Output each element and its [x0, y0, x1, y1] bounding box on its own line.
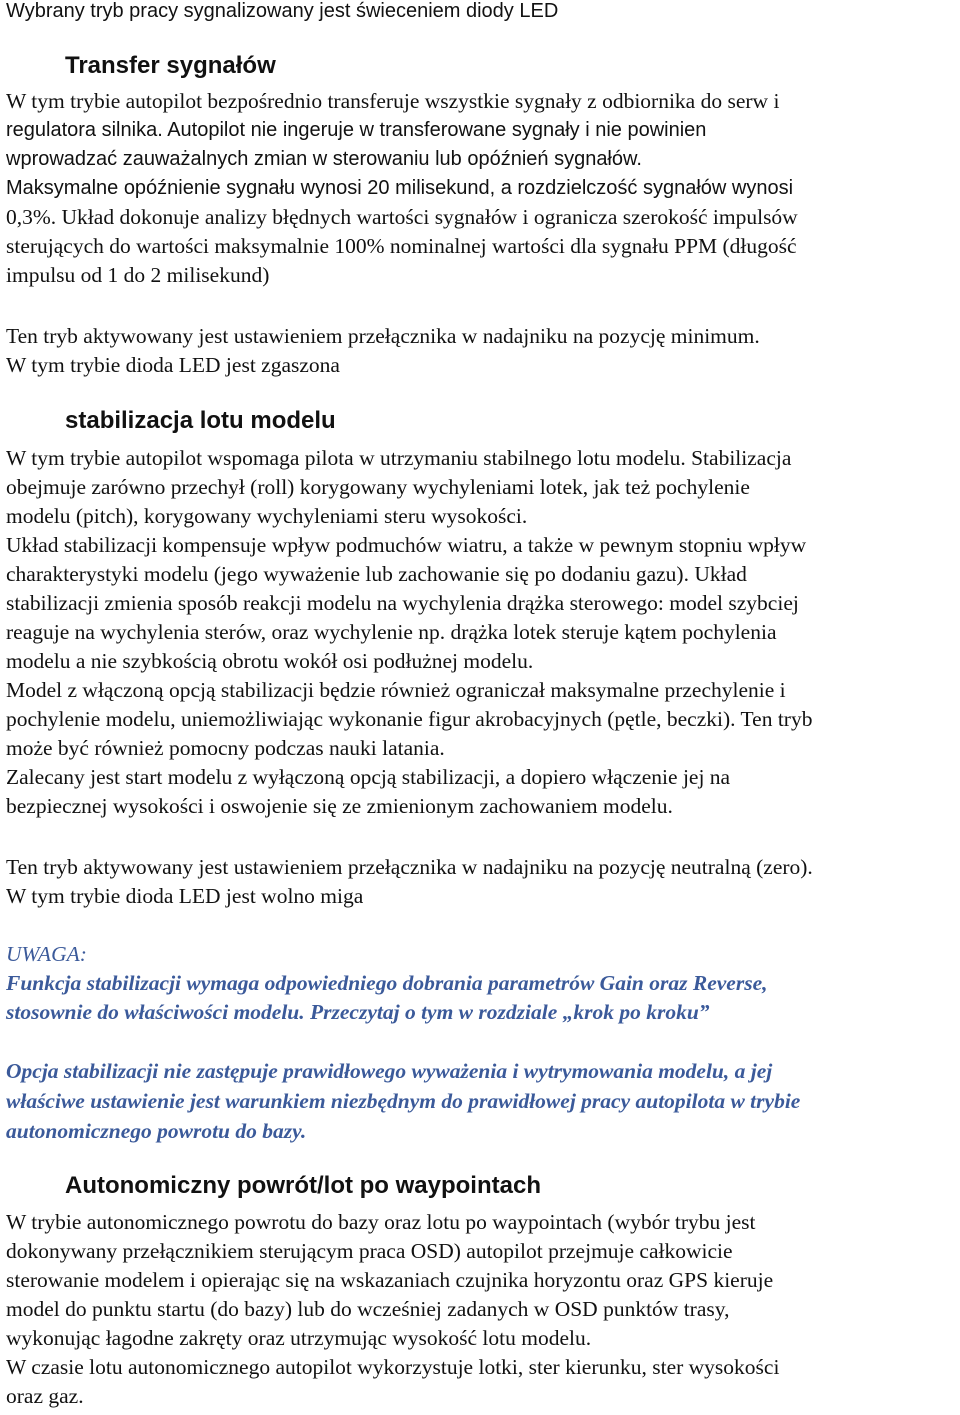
- paragraph-line: oraz gaz.: [6, 1384, 84, 1408]
- warning-line: Opcja stabilizacji nie zastępuje prawidłowego wyważenia i wytrymowania modelu, a jej: [6, 1059, 773, 1083]
- paragraph-line: wykonując łagodne zakręty oraz utrzymując wysokość lotu modelu.: [6, 1326, 592, 1350]
- paragraph-line: Układ stabilizacji kompensuje wpływ podmuchów wiatru, a także w pewnym stopniu wpływ: [6, 533, 807, 557]
- led-status-line: W tym trybie dioda LED jest zgaszona: [6, 353, 340, 377]
- paragraph-line: obejmuje zarówno przechył (roll) korygowany wychyleniami lotek, jak też pochylenie: [6, 475, 750, 499]
- paragraph-line: Maksymalne opóźnienie sygnału wynosi 20 milisekund, a rozdzielczość sygnałów wynosi: [6, 177, 794, 199]
- warning-line: autonomicznego powrotu do bazy.: [6, 1119, 307, 1143]
- heading-transfer-sygnalow: Transfer sygnałów: [65, 52, 276, 79]
- intro-text: Wybrany tryb pracy sygnalizowany jest świeceniem diody LED: [6, 0, 559, 22]
- paragraph-line: modelu a nie szybkością obrotu wokół osi podłużnej modelu.: [6, 649, 534, 673]
- paragraph-line: może być również pomocny podczas nauki latania.: [6, 736, 445, 760]
- paragraph-line: impulsu od 1 do 2 milisekund): [6, 263, 270, 287]
- warning-line: stosownie do właściwości modelu. Przeczytaj o tym w rozdziale „krok po kroku”: [6, 1000, 710, 1024]
- paragraph-line: bezpiecznej wysokości i oswojenie się ze zmienionym zachowaniem modelu.: [6, 794, 673, 818]
- paragraph-line: W trybie autonomicznego powrotu do bazy oraz lotu po waypointach (wybór trybu jest: [6, 1210, 756, 1234]
- paragraph-line: wprowadzać zauważalnych zmian w sterowaniu lub opóźnień sygnałów.: [6, 148, 642, 170]
- paragraph-line: pochylenie modelu, uniemożliwiając wykonanie figur akrobacyjnych (pętle, beczki). Ten tryb: [6, 707, 813, 731]
- paragraph-line: regulatora silnika. Autopilot nie ingeruje w transferowane sygnały i nie powinien: [6, 119, 707, 141]
- paragraph-line: 0,3%. Układ dokonuje analizy błędnych wartości sygnałów i ogranicza szerokość impulsów: [6, 205, 798, 229]
- paragraph-line: sterujących do wartości maksymalnie 100% nominalnej wartości dla sygnału PPM (długość: [6, 234, 797, 258]
- led-status-line: W tym trybie dioda LED jest wolno miga: [6, 884, 364, 908]
- heading-autonomiczny-powrot: Autonomiczny powrót/lot po waypointach: [65, 1172, 541, 1199]
- paragraph-line: reaguje na wychylenia sterów, oraz wychylenie np. drążka lotek steruje kątem pochylenia: [6, 620, 777, 644]
- paragraph-line: W tym trybie autopilot wspomaga pilota w utrzymaniu stabilnego lotu modelu. Stabilizacja: [6, 446, 792, 470]
- warning-label: UWAGA:: [6, 942, 87, 966]
- paragraph-line: dokonywany przełącznikiem sterującym praca OSD) autopilot przejmuje całkowicie: [6, 1239, 733, 1263]
- paragraph-line: Model z włączoną opcją stabilizacji będzie również ograniczał maksymalne przechylenie i: [6, 678, 786, 702]
- heading-stabilizacja-lotu: stabilizacja lotu modelu: [65, 407, 336, 434]
- paragraph-line: Zalecany jest start modelu z wyłączoną opcją stabilizacji, a dopiero włączenie jej na: [6, 765, 731, 789]
- warning-line: Funkcja stabilizacji wymaga odpowiedniego dobrania parametrów Gain oraz Reverse,: [6, 971, 768, 995]
- paragraph-line: sterowanie modelem i opierając się na wskazaniach czujnika horyzontu oraz GPS kieruje: [6, 1268, 774, 1292]
- paragraph-line: model do punktu startu (do bazy) lub do wcześniej zadanych w OSD punktów trasy,: [6, 1297, 730, 1321]
- paragraph-line: charakterystyki modelu (jego wyważenie lub zachowanie się po dodaniu gazu). Układ: [6, 562, 747, 586]
- paragraph-line: W tym trybie autopilot bezpośrednio transferuje wszystkie sygnały z odbiornika do serw i: [6, 89, 780, 113]
- activation-line: Ten tryb aktywowany jest ustawieniem przełącznika w nadajniku na pozycję minimum.: [6, 324, 760, 348]
- paragraph-line: W czasie lotu autonomicznego autopilot wykorzystuje lotki, ster kierunku, ster wysokości: [6, 1355, 780, 1379]
- warning-line: właściwe ustawienie jest warunkiem niezbędnym do prawidłowej pracy autopilota w trybie: [6, 1089, 801, 1113]
- activation-line: Ten tryb aktywowany jest ustawieniem przełącznika w nadajniku na pozycję neutralną (zero).: [6, 855, 813, 879]
- paragraph-line: modelu (pitch), korygowany wychyleniami steru wysokości.: [6, 504, 528, 528]
- paragraph-line: stabilizacji zmienia sposób reakcji modelu na wychylenia drążka sterowego: model szybciej: [6, 591, 799, 615]
